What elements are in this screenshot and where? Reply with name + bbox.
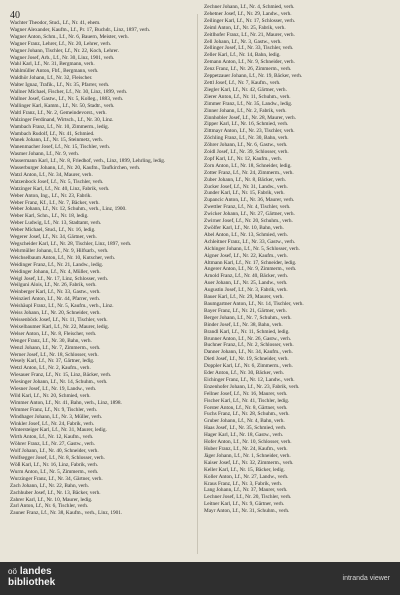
directory-entry: Angerer Anton, Lf., Nr. 9, Zimmerm., verh.	[204, 266, 297, 273]
directory-entry: Weigl Josef, Lf., Nr. 17, Linz, Schlosser, verh.	[10, 275, 109, 282]
directory-entry: Waldhör Johann, Lf., Nr. 32, Fleischer.	[10, 75, 93, 82]
directory-entry: Wetzl Anton, Lf., Nr. 2, Kaufm., verh.	[10, 365, 91, 372]
directory-entry: Weiss Johann, Lf., Nr. 20, Schneider, verh.	[10, 310, 101, 317]
directory-entry: Wiesinger Johann, Lf., Nr. 14, Schuhm., verh.	[10, 379, 108, 386]
directory-entry: Zehetner Josef, Lf., Nr. 29, Landw., verh.	[204, 10, 292, 17]
directory-entry: Fellner Josef, Lf., Nr. 16, Maurer, verh.	[204, 390, 288, 397]
directory-entry: Zimmer Franz, Lf., Nr. 35, Landw., ledig.	[204, 100, 293, 107]
directory-entry: Watzenbock Josef, Lf., Nr. 5, Tischler, verh.	[10, 178, 104, 185]
directory-entry: Wagner Josef, Arb., Lf., Nr. 30, Linz, 1901, verh.	[10, 54, 115, 61]
directory-entry: Augustin Josef, Lf., Nr. 3, Fabrik, verh.	[204, 287, 288, 294]
directory-entry: Zettl Josef, Lf., Nr. 7, Kaufm., verh.	[204, 79, 281, 86]
directory-entry: Ziegler Karl, Lf., Nr. 42, Gärtner, verh.	[204, 86, 287, 93]
directory-entry: Walter Ignaz, Trafik., Lf., Nr. 35, Pfarrer, verh.	[10, 82, 110, 89]
directory-entry: Wasserburger Johann, Lf., Nr. 20, Kaufm., Taufkirchen, verh.	[10, 165, 141, 172]
directory-entry: Hager Karl, Lf., Nr. 18, Gastw., verh.	[204, 432, 284, 439]
directory-entry: Wimmer Anton, Lf., Nr. 41, Bahn, verh., Linz, 1898.	[10, 399, 122, 406]
directory-entry: Zinner Johann, Lf., Nr. 2, Fabrik, verh.	[204, 107, 287, 114]
logo-line2: bibliothek	[8, 577, 56, 588]
directory-entry: Zell Johann, Lf., Nr. 3, Gastw., verh.	[204, 38, 282, 45]
directory-entry: Baumgartner Anton, Lf., Nr. 14, Tischler, verh.	[204, 300, 304, 307]
directory-entry: Zöhrer Johann, Lf., Nr. 6, Gastw., verh.	[204, 142, 288, 149]
directory-entry: Zinnhobler Josef, Lf., Nr. 28, Maurer, verh.	[204, 114, 297, 121]
directory-entry: Watzinger Karl, Lf., Nr. 40, Linz, Fabrik, verh.	[10, 185, 110, 192]
directory-entry: Weissenböck Josef, Lf., Nr. 11, Tischler, verh.	[10, 316, 108, 323]
directory-entry: Zotter Franz, Lf., Nr. 24, Zimmerm., verh.	[204, 169, 294, 176]
directory-entry: Weber Franz, Kf., Lf., Nr. 7, Bäcker, verh.	[10, 199, 100, 206]
directory-entry: Huber Franz, Lf., Nr. 24, Kaufm., verh.	[204, 446, 288, 452]
library-logo[interactable]	[8, 566, 55, 588]
directory-entry: Zwirner Josef, Lf., Nr. 20, Schuhm., verh.	[204, 218, 293, 225]
directory-entry: Weber Johann, Lf., Nr. 12, Schuhm., verh., Linz, 1900.	[10, 206, 127, 213]
directory-entry: Wöhrer Franz, Lf., Nr. 27, Gastw., verh.	[10, 441, 95, 448]
directory-entry: Wahl Karl, Lf., Nr. 31, Bergmann, verh.	[10, 61, 95, 68]
directory-entry: Gruber Johann, Lf., Nr. 4, Bahn, verh.	[204, 418, 285, 425]
directory-entry: Zucker Josef, Lf., Nr. 31, Landw., verh.	[204, 183, 288, 190]
directory-entry: Kaiser Josef, Lf., Nr. 32, Zimmerm., verh.	[204, 459, 294, 466]
directory-entry: Danner Johann, Lf., Nr. 34, Kaufm., verh.	[204, 349, 293, 356]
directory-entry: Eder Anton, Lf., Nr. 30, Bäcker, verh.	[204, 370, 284, 377]
directory-entry: Wild Karl, Lf., Nr. 20, Schmied, verh.	[10, 392, 91, 399]
directory-entry: Zwicker Johann, Lf., Nr. 27, Gärtner, verh.	[204, 211, 295, 218]
directory-entry: Waltl Franz, Lf., Nr. 2, Gemeindevorst., verh.	[10, 109, 107, 116]
directory-entry: Buchner Franz, Lf., Nr. 2, Schlosser, verh.	[204, 342, 294, 349]
directory-entry: Wehrmüller Johann, Lf., Nr. 9, Hilfsarb., verh.	[10, 247, 109, 254]
directory-entry: Haas Josef, Lf., Nr. 35, Schmied, verh.	[204, 425, 287, 432]
directory-entry: Wegerer Josef, Lf., Nr. 34, Gärtner, verh.	[10, 234, 97, 241]
directory-entry: Zemann Anton, Lf., Nr. 9, Schneider, verh.	[204, 59, 295, 66]
directory-entry: Zwettler Franz, Lf., Nr. 4, Tischler, verh.	[204, 204, 291, 211]
directory-entry: Werner Josef, Lf., Nr. 18, Schlosser, verh.	[10, 351, 99, 358]
directory-entry: Weber Michael, Stud., Lf., Nr. 16, ledig.	[10, 227, 96, 234]
directory-entry: Wöß Karl, Lf., Nr. 16, Linz, Fabrik, verh.	[10, 462, 99, 468]
directory-entry: Wahlmüller Anton, Fbf., Bergmann, verh.	[10, 68, 99, 75]
directory-entry: Lang Johann, Lf., Nr. 37, Maurer, verh.	[204, 487, 288, 494]
directory-entry: Wintersteiger Karl, Lf., Nr. 31, Maurer, ledig.	[10, 427, 107, 434]
directory-entry: Wenger Franz, Lf., Nr. 30, Bahn, verh.	[10, 337, 92, 344]
directory-entry: Zachhuber Josef, Lf., Nr. 13, Bäcker, verh.	[10, 489, 101, 496]
directory-entry: Wagner Johann, Tischler, Lf., Nr. 22, Koch, Lehrer.	[10, 47, 119, 54]
directory-entry: Aigner Josef, Lf., Nr. 22, Kaufm., verh.	[204, 252, 288, 259]
directory-entry: Achleitner Franz, Lf., Nr. 33, Gastw., verh.	[204, 238, 296, 245]
directory-entry: Zahrer Karl, Lf., Nr. 10, Maurer, ledig.	[10, 496, 93, 503]
viewer-label: intranda viewer	[342, 575, 390, 582]
directory-entry: Koller Anton, Lf., Nr. 27, Landw., verh.	[204, 473, 289, 480]
directory-entry: Wassermann Karl, Lf., Nr. 8, Friedhof, verh., Linz, 1899, Lehrling, ledig.	[10, 158, 166, 165]
logo-prefix: oö	[8, 567, 17, 576]
directory-entry: Forster Anton, Lf., Nr. 8, Gärtner, verh.	[204, 404, 288, 411]
directory-entry: Wegscheider Karl, Lf., Nr. 28, Tischler, Linz, 1897, verh.	[10, 241, 132, 247]
directory-entry: Weinberger Karl, Lf., Nr. 33, Gastw., verh.	[10, 289, 101, 296]
directory-entry: Zeitlhofer Franz, Lf., Nr. 21, Maurer, verh.	[204, 31, 295, 38]
directory-entry: Zittmayr Anton, Lf., Nr. 23, Tischler, verh.	[204, 128, 295, 135]
directory-entry: Wiesner Josef, Lf., Nr. 19, Landw., verh.	[10, 386, 97, 393]
directory-entry: Wolfsegger Josef, Lf., Nr. 8, Schlosser, verh.	[10, 455, 105, 462]
directory-entry: Zellinger Josef, Lf., Nr. 33, Tischler, verh.	[204, 45, 294, 52]
directory-entry: Abel Anton, Lf., Nr. 13, Schmied, verh.	[204, 231, 289, 238]
directory-entry: Wagner Franz, Lehrer, Lf., Nr. 20, Lehrer, verh.	[10, 40, 112, 47]
directory-entry: Zupancic Anton, Lf., Nr. 36, Maurer, verh.	[204, 197, 295, 204]
directory-entry: Zenz Franz, Lf., Nr. 26, Zimmerm., verh.	[204, 66, 292, 73]
directory-entry: Zechner Johann, Lf., Nr. 4, Schmied, verh.	[204, 4, 295, 10]
directory-entry: Wambach Franz, Lf., Nr. 10, Zimmerm., ledig.	[10, 123, 110, 130]
directory-entry: Wasmer Johann, Lf., Nr. 9, verh.	[10, 151, 80, 158]
directory-entry: Fischer Karl, Lf., Nr. 41, Tischler, ledig.	[204, 397, 290, 404]
directory-entry: Winkler Josef, Lf., Nr. 24, Fabrik, verh.	[10, 420, 95, 427]
directory-entry: Zeilinger Karl, Lf., Nr. 17, Schlosser, verh.	[204, 17, 296, 24]
directory-entry: Wurm Anton, Lf., Nr. 5, Zimmerm., verh.	[10, 468, 99, 475]
left-column	[10, 20, 198, 517]
directory-entry: Wiesauer Franz, Lf., Nr. 15, Linz, Bäcker, verh.	[10, 372, 112, 379]
directory-entry: Binder Josef, Lf., Nr. 38, Bahn, verh.	[204, 321, 283, 328]
directory-entry: Eichinger Franz, Lf., Nr. 12, Landw., verh.	[204, 376, 295, 383]
directory-entry: Zeiml Anton, Lf., Nr. 25, Fabrik, verh.	[204, 24, 286, 31]
directory-entry: Zeppetzauer Johann, Lf., Nr. 19, Bäcker, verh.	[204, 73, 303, 80]
directory-entry: Wagner Anton, Schm., Lf., Nr. 6, Bauern, Meister, verh.	[10, 33, 129, 40]
directory-entry: Weinzierl Anton, Lf., Nr. 44, Pfarrer, verh.	[10, 296, 101, 303]
directory-entry: Zach Johann, Lf., Nr. 22, Bahn, verh.	[10, 482, 89, 489]
directory-entry: Zarl Anton, Lf., Nr. 6, Tischler, verh.	[10, 503, 89, 510]
directory-entry: Wambach Rudolf, Lf., Nr. 41, Schmied.	[10, 130, 95, 137]
directory-entry: Wanenmacher Josef, Lf., Nr. 15, Tischler, verh.	[10, 144, 111, 151]
directory-entry: Weber Ludwig, Lf., Nr. 13, Stadtamt, verh.	[10, 220, 102, 227]
directory-entry: Leitner Karl, Lf., Nr. 9, Gärtner, verh.	[204, 501, 285, 508]
directory-entry: Fuchs Franz, Lf., Nr. 28, Schuhm., verh.	[204, 411, 290, 418]
directory-entry: Walzinger Ferdinand, Wirtsch., Lf., Nr. 30, Linz.	[10, 116, 114, 123]
directory-entry: Weichselbaum Anton, Lf., Nr. 10, Kutscher, verh.	[10, 254, 116, 261]
directory-entry: Bauer Karl, Lf., Nr. 29, Maurer, verh.	[204, 294, 284, 301]
directory-entry: Wallner Josef, Gastw., Lf., Nr. 5, Kolleg., 1883, verh.	[10, 95, 124, 102]
directory-entry: Weilguni Alois, Lf., Nr. 26, Fabrik, verh.	[10, 282, 97, 289]
directory-entry: Doppler Karl, Lf., Nr. 6, Zimmerm., verh.	[204, 363, 293, 370]
directory-entry: Wallinger Karl, Kamm., Lf., Nr. 50, Stadtr., verh.	[10, 102, 115, 109]
directory-entry: Brunner Anton, Lf., Nr. 26, Gastw., verh.	[204, 335, 292, 342]
directory-entry: Weber Karl, Schn., Lf., Nr. 18, ledig.	[10, 213, 89, 220]
directory-entry: Keller Karl, Lf., Nr. 15, Bäcker, ledig.	[204, 466, 285, 473]
directory-entry: Zierer Anton, Lf., Nr. 11, Schuhm., verh.	[204, 93, 291, 100]
directory-entry: Zuber Johann, Lf., Nr. 8, Bäcker, verh.	[204, 176, 287, 183]
directory-entry: Auer Johann, Lf., Nr. 25, Landw., verh.	[204, 280, 288, 287]
directory-entry: Zunder Karl, Lf., Nr. 15, Fabrik, verh.	[204, 190, 285, 197]
directory-entry: Altmann Karl, Lf., Nr. 17, Schneider, ledig.	[204, 259, 297, 266]
directory-entry: Berger Johann, Lf., Nr. 7, Schuhm., verh.	[204, 314, 292, 321]
logo-line1: landes	[19, 566, 52, 577]
directory-entry: Zorn Anton, Lf., Nr. 18, Schneider, ledig.	[204, 162, 292, 169]
directory-entry: Wallner Michael, Fischer, Lf., Nr. 30, Linz, 1899, verh.	[10, 89, 128, 96]
directory-entry: Wolf Johann, Lf., Nr. 40, Schneider, verh.	[10, 448, 99, 455]
directory-entry: Zöchling Franz, Lf., Nr. 30, Bahn, verh.	[204, 135, 289, 142]
directory-entry: Hofer Anton, Lf., Nr. 10, Schlosser, verh.	[204, 439, 292, 446]
directory-entry: Jäger Johann, Lf., Nr. 1, Schneider, verh.	[204, 452, 291, 459]
directory-entry: Weidinger Franz, Lf., Nr. 21, Landw., ledig.	[10, 261, 104, 268]
directory-entry: Zipper Karl, Lf., Nr. 16, Schmied, verh.	[204, 121, 289, 128]
directory-entry: Weishäupl Franz, Lf., Nr. 5, Kaufm., verh., Linz.	[10, 303, 114, 310]
directory-entry: Wagner Alexander, Kaufm., Lf., Pr. 17, Buchdr., Linz, 1897, verh.	[10, 26, 151, 33]
directory-entry: Zopf Karl, Lf., Nr. 12, Kaufm., verh.	[204, 155, 282, 162]
directory-entry: Watzl Anton, Lf., Nr. 34, Maurer, verh.	[10, 171, 93, 178]
directory-entry: Lechner Josef, Lf., Nr. 20, Tischler, verh.	[204, 494, 292, 501]
directory-entry: Zeller Karl, Lf., Nr. 14, Bahn, ledig.	[204, 52, 281, 59]
directory-entry: Bayer Franz, Lf., Nr. 21, Gärtner, verh.	[204, 307, 287, 314]
directory-entry: Aichinger Johann, Lf., Nr. 5, Schlosser, verh.	[204, 245, 300, 252]
directory-entry: Zauner Franz, Lf., Nr. 38, Kaufm., verh., Linz, 1901.	[10, 510, 123, 517]
directory-entry: Dietl Josef, Lf., Nr. 19, Schneider, verh.	[204, 356, 289, 363]
directory-entry: Arnold Franz, Lf., Nr. 40, Bäcker, verh.	[204, 273, 289, 280]
directory-entry: Welser Anton, Lf., Nr. 8, Fleischer, verh.	[10, 330, 97, 337]
directory-entry: Weidinger Johann, Lf., Nr. 4, Müller, verh.	[10, 268, 101, 275]
directory-entry: Wachter Theodor, Stud., Lf., Nr. 41, ehem.	[10, 20, 101, 26]
directory-entry: Wenzl Johann, Lf., Nr. 7, Zimmerm., verh.	[10, 344, 101, 351]
page-number: 40	[10, 10, 20, 21]
directory-entry: Windhager Johann, Lf., Nr. 3, Müller, verh.	[10, 413, 103, 420]
viewer-footer	[0, 562, 400, 595]
directory-entry: Wirth Anton, Lf., Nr. 12, Kaufm., verh.	[10, 434, 94, 441]
directory-entry: Brandl Karl, Lf., Nr. 11, Schmied, ledig.	[204, 328, 290, 335]
directory-entry: Weber Anton, Ing., Lf., Nr. 23, Fabrik.	[10, 192, 92, 199]
directory-entry: Weixelbaumer Karl, Lf., Nr. 22, Maurer, ledig.	[10, 323, 109, 330]
directory-entry: Zwölfer Karl, Lf., Nr. 10, Bahn, verh.	[204, 225, 284, 231]
right-column	[204, 4, 392, 515]
directory-entry: Mayr Anton, Lf., Nr. 31, Schuhm., verh.	[204, 508, 290, 515]
directory-entry: Kraus Franz, Lf., Nr. 3, Fabrik, verh.	[204, 480, 283, 487]
directory-entry: Enzenhofer Johann, Lf., Nr. 23, Fabrik, verh.	[204, 383, 300, 390]
column-divider	[197, 14, 198, 554]
directory-entry: Wimmer Franz, Lf., Nr. 9, Tischler, verh.	[10, 406, 98, 413]
directory-entry: Zoidl Josef, Lf., Nr. 39, Schlosser, verh.	[204, 149, 289, 156]
directory-entry: Wanek Johann, Lf., Nr. 15, Steinmetz, verh.	[10, 137, 103, 144]
directory-entry: Wurzinger Franz, Lf., Nr. 34, Gärtner, verh.	[10, 475, 103, 482]
directory-entry: Wesely Karl, Lf., Nr. 37, Gärtner, ledig.	[10, 358, 95, 365]
